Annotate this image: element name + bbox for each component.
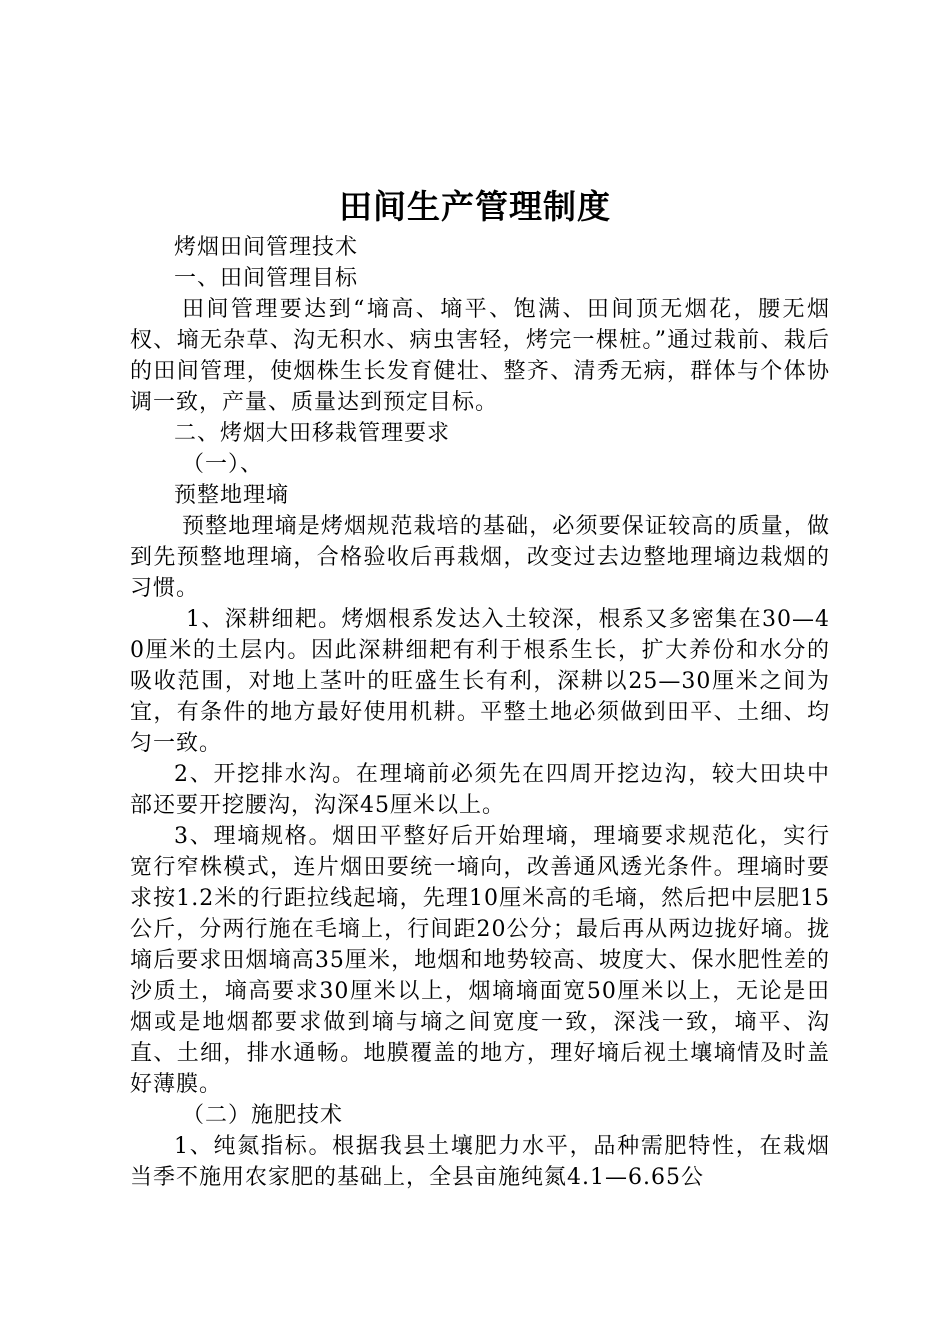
paragraph-nitrogen: 1、纯氮指标。根据我县土壤肥力水平，品种需肥特性，在栽烟当季不施用农家肥的基础上，全县亩施纯氮4.1—6.65公 <box>130 1134 830 1190</box>
document-title: 田间生产管理制度 <box>339 187 611 226</box>
section-heading-1: 一、田间管理目标 <box>174 266 359 291</box>
paragraph-item-3: 3、理墒规格。烟田平整好后开始理墒，理墒要求规范化，实行宽行窄株模式，连片烟田要统一墒向，改善通风透光条件。理墒时要求按1.2米的行距拉线起墒，先理10厘米高的毛墒，然后把中层肥15公斤，分两行施在毛墒上，行间距20公分；最后再从两边拢好墒。拢墒后要求田烟墒高35厘米，地烟和地势较高、坡度大、保水肥性差的沙质土，墒高要求30厘米以上，烟墒墒面宽50厘米以上，无论是田烟或是地烟都要求做到墒与墒之间宽度一致，深浅一致，墒平、沟直、土细，排水通畅。地膜覆盖的地方，理好墒后视土壤墒情及时盖好薄膜。 <box>130 824 830 1097</box>
paragraph-item-2: 2、开挖排水沟。在理墒前必须先在四周开挖边沟，较大田块中部还要开挖腰沟，沟深45厘米以上。 <box>130 762 830 818</box>
paragraph-goal: 田间管理要达到“墒高、墒平、饱满、田间顶无烟花，腰无烟杈、墒无杂草、沟无积水、病虫害轻，烤完一棵桩。”通过栽前、栽后的田间管理，使烟株生长发育健壮、整齐、清秀无病，群体与个体协调一致，产量、质量达到预定目标。 <box>130 297 830 415</box>
paragraph-preparation: 预整地理墒是烤烟规范栽培的基础，必须要保证较高的质量，做到先预整地理墒，合格验收后再栽烟，改变过去边整地理墒边栽烟的习惯。 <box>130 514 830 601</box>
paragraph-subtitle: 烤烟田间管理技术 <box>174 235 359 260</box>
subsection-heading-1: 预整地理墒 <box>174 483 290 508</box>
document-body <box>130 232 830 1193</box>
section-heading-2: 二、烤烟大田移栽管理要求 <box>174 421 451 446</box>
subsection-heading-2: （二）施肥技术 <box>182 1103 344 1128</box>
subsection-marker-1: （一）、 <box>182 452 264 477</box>
paragraph-item-1: 1、深耕细耙。烤烟根系发达入土较深，根系又多密集在30—40厘米的土层内。因此深耕细耙有利于根系生长，扩大养份和水分的吸收范围，对地上茎叶的旺盛生长有利，深耕以25—30厘米之间为宜，有条件的地方最好使用机耕。平整土地必须做到田平、土细、均匀一致。 <box>130 607 830 756</box>
